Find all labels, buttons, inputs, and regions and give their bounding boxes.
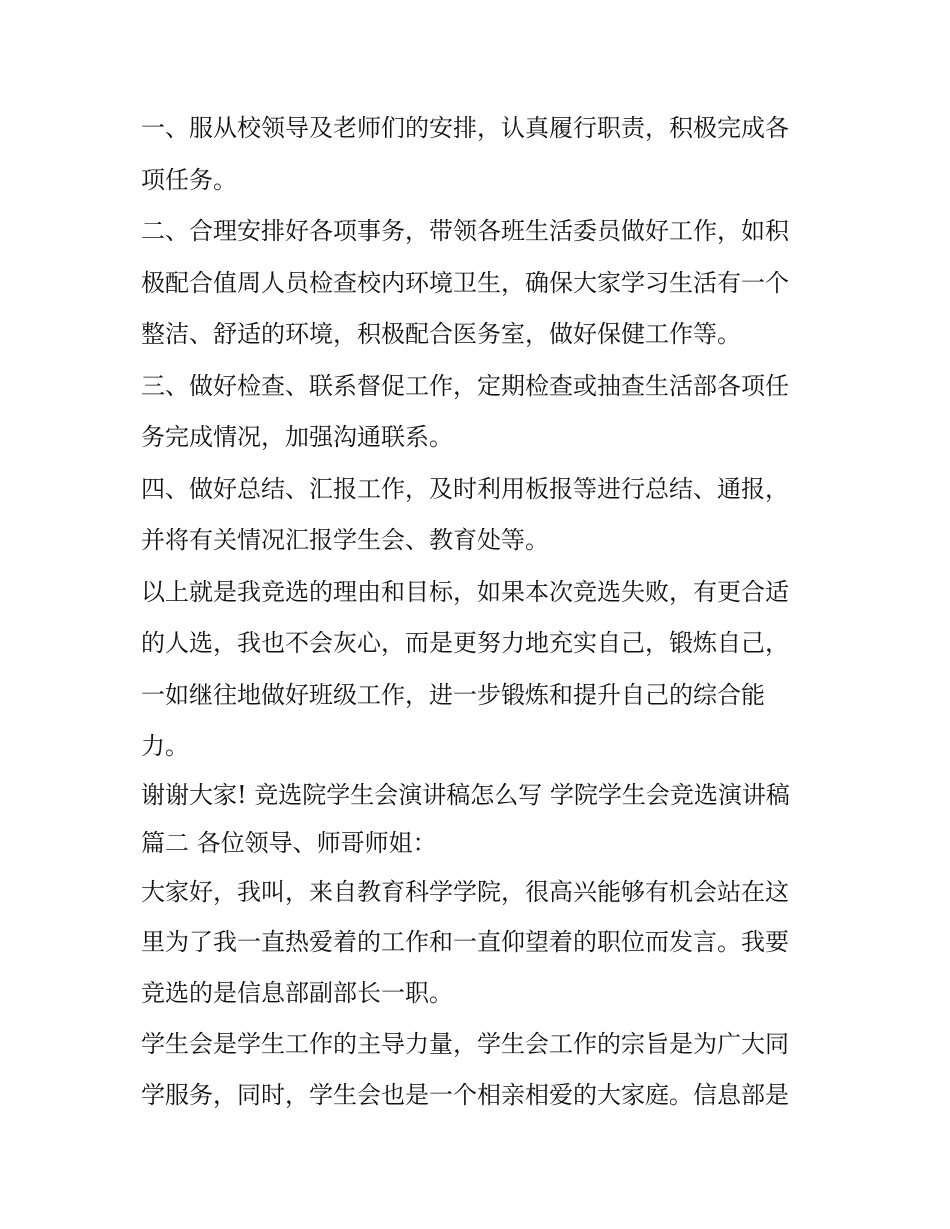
text-line: 力。 <box>141 732 189 760</box>
text-line: 竞选的是信息部副部长一职。 <box>141 979 453 1007</box>
text-line: 里为了我一直热爱着的工作和一直仰望着的职位而发言。我要 <box>141 928 789 956</box>
text-line: 整洁、舒适的环境，积极配合医务室，做好保健工作等。 <box>141 320 741 348</box>
text-line: 极配合值周人员检查校内环境卫生，确保大家学习生活有一个 <box>141 269 789 297</box>
text-line: 并将有关情况汇报学生会、教育处等。 <box>141 526 549 554</box>
text-line: 一如继往地做好班级工作，进一步锻炼和提升自己的综合能 <box>141 681 765 709</box>
text-line: 三、做好检查、联系督促工作，定期检查或抽查生活部各项任 <box>141 372 789 400</box>
text-line: 学服务，同时，学生会也是一个相亲相爱的大家庭。信息部是 <box>141 1081 789 1109</box>
text-line: 大家好，我叫，来自教育科学学院，很高兴能够有机会站在这 <box>141 878 789 906</box>
text-line: 谢谢大家! 竞选院学生会演讲稿怎么写 学院学生会竞选演讲稿 <box>141 781 790 809</box>
text-line: 一、服从校领导及老师们的安排，认真履行职责，积极完成各 <box>141 114 789 142</box>
text-line: 二、合理安排好各项事务，带领各班生活委员做好工作，如积 <box>141 217 789 245</box>
text-line: 篇二 各位领导、师哥师姐： <box>141 829 437 857</box>
text-line: 以上就是我竞选的理由和目标，如果本次竞选失败，有更合适 <box>141 578 789 606</box>
text-line: 务完成情况，加强沟通联系。 <box>141 423 453 451</box>
text-line: 学生会是学生工作的主导力量，学生会工作的宗旨是为广大同 <box>141 1030 789 1058</box>
text-line: 项任务。 <box>141 166 237 194</box>
text-line: 的人选，我也不会灰心，而是更努力地充实自己，锻炼自己， <box>141 629 789 657</box>
text-line: 四、做好总结、汇报工作，及时利用板报等进行总结、通报， <box>141 475 789 503</box>
